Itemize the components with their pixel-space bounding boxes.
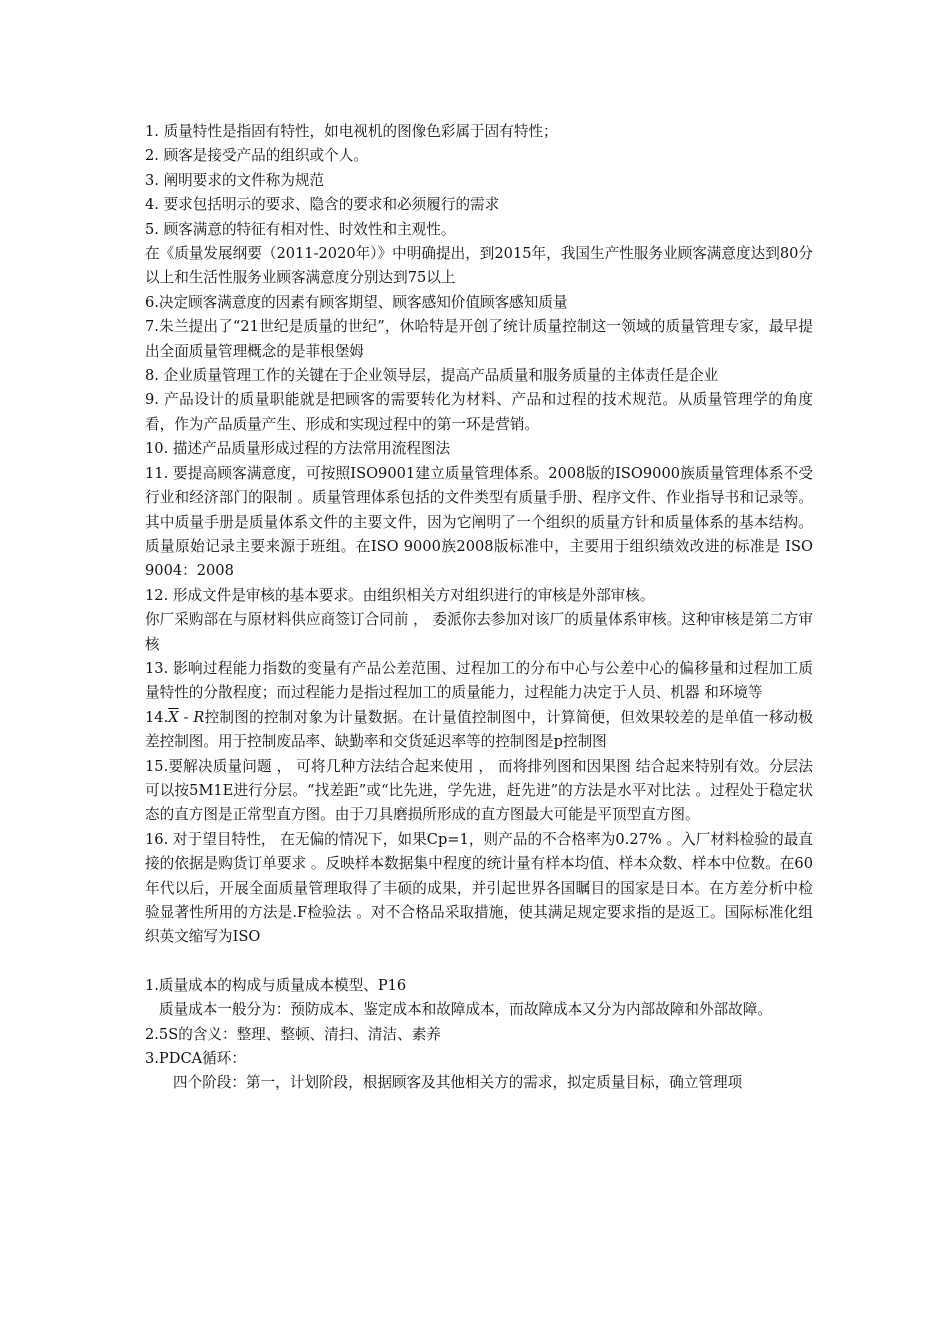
- item-2: 2. 顾客是接受产品的组织或个人。: [145, 147, 368, 165]
- topic-1-heading: 1.质量成本的构成与质量成本模型、P16: [145, 976, 407, 994]
- item-4: 4. 要求包括明示的要求、隐含的要求和必须履行的需求: [145, 196, 500, 214]
- xbar-symbol: $\overline{X}$: [168, 708, 179, 726]
- item-13: 13. 影响过程能力指数的变量有产品公差范围、过程加工的分布中心与公差中心的偏移量和过程加工质量特性的分散程度；而过程能力是指过程加工的质量能力，过程能力决定于人员、机器 和环境等: [145, 659, 813, 702]
- item-12: 12. 形成文件是审核的基本要求。由组织相关方对组织进行的审核是外部审核。: [145, 586, 655, 604]
- topic-3-body: 四个阶段：第一，计划阶段，根据顾客及其他相关方的需求，拟定质量目标，确立管理项: [173, 1074, 743, 1092]
- r-symbol: R: [193, 708, 205, 726]
- item-12-note: 你厂采购部在与原材料供应商签订合同前 ， 委派你去参加对该厂的质量体系审核。这种审核是第二方审核: [145, 611, 813, 653]
- item-14-text: 控制图的控制对象为计量数据。在计量值控制图中，计算简便，但效果较差的是单值一移动极差控制图。用于控制废品率、缺勤率和交货延迟率等的控制图是p控制图: [145, 708, 813, 751]
- item-16: 16. 对于望目特性， 在无偏的情况下，如果Cp=1，则产品的不合格率为0.27% 。入厂材料检验的最直接的依据是购货订单要求 。反映样本数据集中程度的统计量有样本均值、样本众数、样本中位数。在60年代以后，开展全面质量管理取得了丰硕的成果，并引起世界各国瞩目的国家是日本。在方差分析中检验显著性所用的方法是.F检验法 。对不合格品采取措施，使其满足规定要求指的是返工。国际标准化组织英文缩写为ISO: [145, 830, 813, 946]
- item-8: 8. 企业质量管理工作的关键在于企业领导层，提高产品质量和服务质量的主体责任是企业: [145, 367, 719, 385]
- topic-1-body: 质量成本一般分为：预防成本、鉴定成本和故障成本，而故障成本又分为内部故障和外部故障。: [159, 1001, 772, 1019]
- item-11: 11. 要提高顾客满意度，可按照ISO9001建立质量管理体系。2008版的ISO9000族质量管理体系不受行业和经济部门的限制 。质量管理体系包括的文件类型有质量手册、程序文件、作业指导书和记录等。其中质量手册是质量体系文件的主要文件，因为它阐明了一个组织的质量方针和质量体系的基本结构。质量原始记录主要来源于班组。在ISO 9000族2008版标准中，主要用于组织绩效改进的标准是 ISO 9004：2008: [145, 464, 813, 580]
- item-1: 1. 质量特性是指固有特性，如电视机的图像色彩属于固有特性；: [145, 123, 558, 140]
- item-6: 6.决定顾客满意度的因素有顾客期望、顾客感知价值顾客感知质量: [145, 293, 568, 311]
- item-5-note: 在《质量发展纲要（2011-2020年）》中明确提出，到2015年，我国生产性服务业顾客满意度达到80分以上和生活性服务业顾客满意度分别达到75以上: [145, 245, 813, 287]
- topic-2: 2.5S的含义：整理、整顿、清扫、清洁、素养: [145, 1025, 441, 1043]
- document-body: [145, 120, 813, 1096]
- item-14-dash: -: [178, 708, 194, 726]
- item-14: [145, 706, 813, 755]
- item-7: 7.朱兰提出了“21世纪是质量的世纪”，休哈特是开创了统计质量控制这一领域的质量管理专家，最早提出全面质量管理概念的是菲根堡姆: [145, 318, 813, 360]
- item-14-number: 14.: [145, 708, 169, 726]
- item-15: 15.要解决质量问题 ， 可将几种方法结合起来使用 ， 而将排列图和因果图 结合起来特别有效。分层法可以按5M1E进行分层。“找差距”或“比先进，学先进，赶先进”的方法是水平对比法 。过程处于稳定状态的直方图是正常型直方图。由于刀具磨损所形成的直方图最大可能是平顶型直方图。: [145, 757, 813, 824]
- topic-3-heading: 3.PDCA循环：: [145, 1050, 246, 1068]
- item-10: 10. 描述产品质量形成过程的方法常用流程图法: [145, 440, 451, 458]
- item-3: 3. 阐明要求的文件称为规范: [145, 171, 325, 189]
- item-5: 5. 顾客满意的特征有相对性、时效性和主观性。: [145, 220, 456, 238]
- item-9: 9. 产品设计的质量职能就是把顾客的需要转化为材料、产品和过程的技术规范。从质量管理学的角度看，作为产品质量产生、形成和实现过程中的第一环是营销。: [145, 391, 813, 433]
- section-gap: [145, 950, 813, 974]
